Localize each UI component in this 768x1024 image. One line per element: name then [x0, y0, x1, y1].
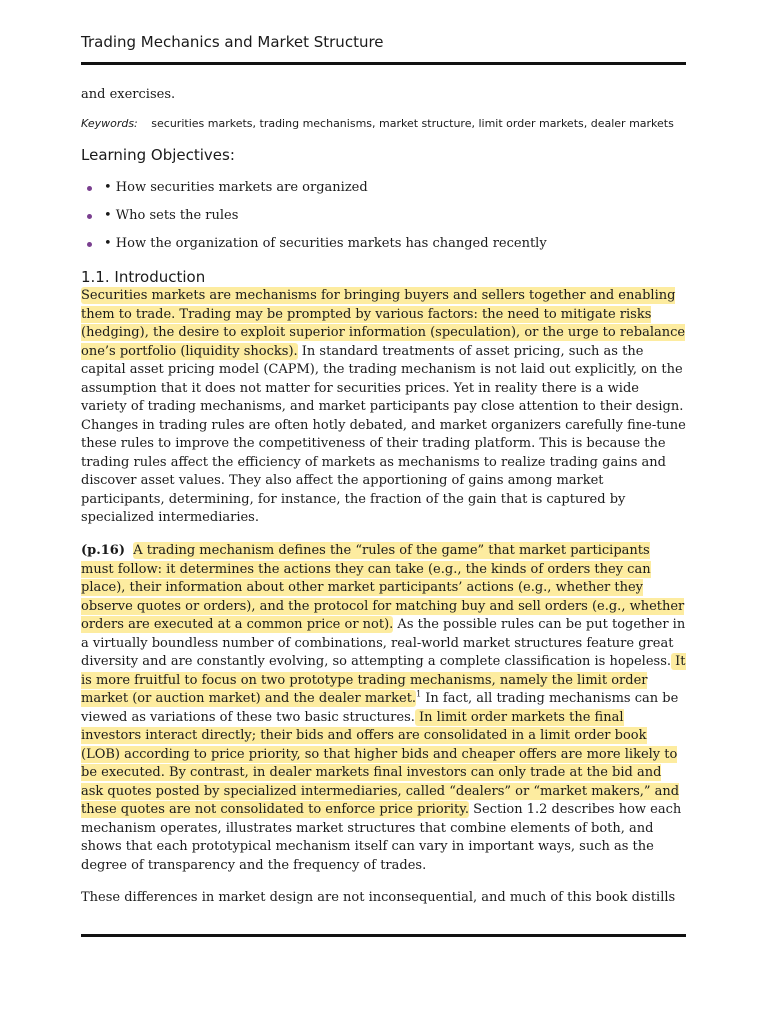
- body-text: In fact, all trading mechanisms can be viewed as variations of these two basic structures.: [81, 691, 679, 725]
- learning-objectives-list: [81, 179, 547, 263]
- keywords-line: [81, 117, 674, 130]
- keywords-text: securities markets, trading mechanisms, market structure, limit order markets, dealer markets: [151, 117, 674, 130]
- list-item: [81, 235, 547, 263]
- introduction-paragraph: [81, 287, 686, 528]
- closing-paragraph: These differences in market design are not inconsequential, and much of this book distills: [81, 890, 676, 905]
- bullet-icon: [87, 186, 92, 191]
- keywords-label: Keywords:: [81, 117, 138, 130]
- footnote-marker[interactable]: 1: [416, 689, 422, 699]
- objective-text: • How the organization of securities markets has changed recently: [104, 236, 547, 251]
- learning-objectives-heading: Learning Objectives:: [81, 146, 235, 164]
- highlighted-text[interactable]: A trading mechanism defines the “rules of the game” that market participants must follow: it determines the actions they can take (e.g., the kinds of orders they can place), their information about other market participants’ actions (e.g., whether they observe quotes or orders), and the protocol for matching buy and sell orders (e.g., whether orders are executed at a common price or not).: [81, 543, 685, 632]
- highlighted-text[interactable]: It is more fruitful to focus on two prototype trading mechanisms, namely the limit order market (or auction market) and the dealer market.: [81, 654, 686, 706]
- body-text: Section 1.2 describes how each mechanism operates, illustrates market structures that combine elements of both, and shows that each prototypical mechanism itself can vary in important ways, such as the degree of transparency and the frequency of trades.: [81, 802, 682, 873]
- body-text: As the possible rules can be put together in a virtually boundless number of combinations, real-world market structures feature great diversity and are constantly evolving, so attempting a complete classification is hopeless.: [81, 617, 686, 669]
- section-title: 1.1. Introduction: [81, 268, 206, 286]
- list-item: [81, 179, 547, 207]
- page-reference: (p.16): [81, 543, 126, 558]
- bullet-icon: [87, 242, 92, 247]
- running-header: Trading Mechanics and Market Structure: [81, 33, 384, 51]
- objective-text: • Who sets the rules: [104, 208, 239, 223]
- footer-rule: [81, 934, 686, 937]
- header-rule: [81, 62, 686, 65]
- mechanism-paragraph: [81, 542, 686, 875]
- lead-text: and exercises.: [81, 87, 176, 102]
- highlighted-text[interactable]: Securities markets are mechanisms for bringing buyers and sellers together and enabling them to trade. Trading may be prompted by various factors: the need to mitigate risks (hedging), the desire to exploit superior information (speculation), or the urge to rebalance one’s portfolio (liquidity shocks).: [81, 288, 686, 359]
- list-item: [81, 207, 547, 235]
- objective-text: • How securities markets are organized: [104, 180, 368, 195]
- highlighted-text[interactable]: In limit order markets the final investors interact directly; their bids and offers are consolidated in a limit order book (LOB) according to price priority, so that higher bids and cheaper offers are more likely to be executed. By contrast, in dealer markets final investors can only trade at the bid and ask quotes posted by specialized intermediaries, called “dealers” or “market makers,” and these quotes are not consolidated to enforce price priority.: [81, 709, 680, 817]
- body-text: In standard treatments of asset pricing, such as the capital asset pricing model (CAPM), the trading mechanism is not laid out explicitly, on the assumption that it does not matter for securities prices. Yet in reality there is a wide variety of trading mechanisms, and market participants pay close attention to their design. Changes in trading rules are often hotly debated, and market organizers carefully fine-tune these rules to improve the competitiveness of their trading platform. This is because the trading rules affect the efficiency of markets as mechanisms to realize trading gains and discover asset values. They also affect the apportioning of gains among market participants, determining, for instance, the fraction of the gain that is captured by specialized intermediaries.: [81, 343, 686, 525]
- bullet-icon: [87, 214, 92, 219]
